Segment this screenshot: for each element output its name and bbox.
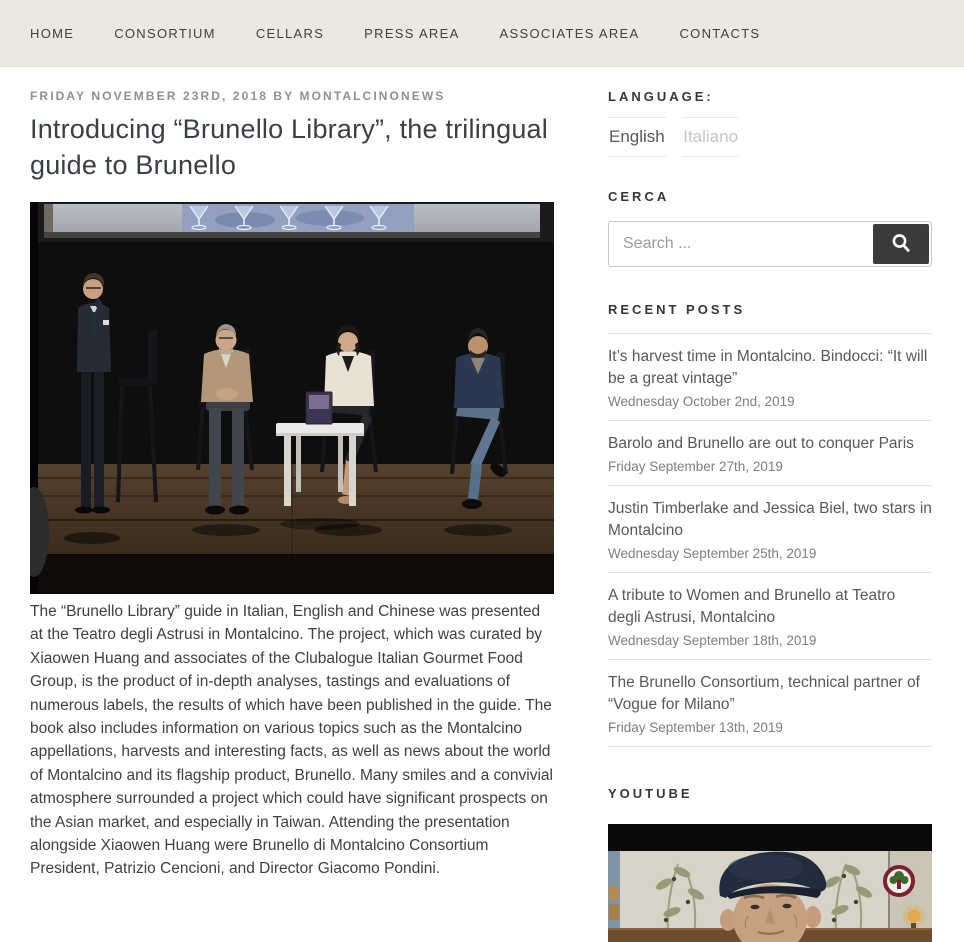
- search-button[interactable]: [873, 224, 929, 264]
- post-body: The “Brunello Library” guide in Italian, English and Chinese was presented at the Teatro degli Astrusi in Montalcino. The project, which was curated by Xiaowen Huang and associates of the Clubalogue Italian Gourmet Food Group, is the product of in-depth analyses, tastings and evaluations of numerous labels, the results of which have been published in the guide. The book also includes information on various topics such as the Montalcino appellations, harvests and interesting facts, as well as news about the world of Montalcino and its flagship product, Brunello. Many smiles and a convivial atmosphere surrounded a project which could have significant prospects on the Asian market, and especially in Taiwan. Attending the presentation alongside Xiaowen Huang were Brunello di Montalcino Consortium President, Patrizio Cencioni, and Director Giacomo Pondini.: [30, 603, 553, 878]
- recent-post-link[interactable]: It’s harvest time in Montalcino. Bindocci: “It will be a great vintage”: [608, 348, 928, 387]
- youtube-widget: [608, 786, 932, 942]
- language-option-italiano[interactable]: Italiano: [682, 117, 739, 157]
- consortium-logo-badge: [885, 867, 913, 895]
- recent-post-date: Friday September 13th, 2019: [608, 720, 783, 735]
- recent-post-item: [608, 660, 932, 747]
- nav-item-home[interactable]: HOME: [30, 25, 75, 41]
- language-heading: LANGUAGE:: [608, 89, 714, 104]
- recent-post-link[interactable]: A tribute to Women and Brunello at Teatro degli Astrusi, Montalcino: [608, 587, 896, 626]
- youtube-video-thumbnail[interactable]: [608, 824, 932, 942]
- recent-post-item: [608, 573, 932, 660]
- nav-item-contacts[interactable]: CONTACTS: [679, 25, 761, 41]
- recent-post-link[interactable]: The Brunello Consortium, technical partner of “Vogue for Milano”: [608, 674, 920, 713]
- language-widget: [608, 89, 932, 157]
- article-photo: [30, 202, 554, 594]
- recent-post-item: [608, 334, 932, 421]
- search-form: [608, 221, 932, 267]
- recent-post-date: Friday September 27th, 2019: [608, 459, 783, 474]
- language-option-english[interactable]: English: [608, 117, 666, 157]
- recent-post-item: [608, 486, 932, 573]
- recent-post-link[interactable]: Barolo and Brunello are out to conquer Paris: [608, 435, 914, 452]
- recent-post-date: Wednesday September 25th, 2019: [608, 546, 817, 561]
- search-heading: CERCA: [608, 189, 670, 204]
- youtube-heading: YOUTUBE: [608, 786, 693, 801]
- sidebar: [608, 67, 932, 942]
- recent-post-date: Wednesday October 2nd, 2019: [608, 394, 795, 409]
- recent-posts-widget: [608, 302, 932, 747]
- recent-posts-heading: RECENT POSTS: [608, 302, 746, 317]
- top-navigation: [0, 0, 964, 67]
- recent-post-item: [608, 421, 932, 486]
- stage-photo-illustration: [30, 202, 554, 594]
- page-content: [0, 67, 964, 942]
- page-title: Introducing “Brunello Library”, the trilingual guide to Brunello: [30, 114, 548, 180]
- nav-item-consortium[interactable]: CONSORTIUM: [114, 25, 216, 41]
- search-widget: [608, 189, 932, 267]
- nav-item-associates-area[interactable]: ASSOCIATES AREA: [499, 25, 640, 41]
- recent-post-link[interactable]: Justin Timberlake and Jessica Biel, two stars in Montalcino: [608, 500, 932, 539]
- recent-posts-list: [608, 334, 932, 747]
- recent-post-date: Wednesday September 18th, 2019: [608, 633, 817, 648]
- nav-item-cellars[interactable]: CELLARS: [255, 25, 325, 41]
- video-still-illustration: [608, 824, 932, 942]
- language-switcher: [608, 117, 932, 157]
- article: [30, 67, 554, 881]
- nav-item-press-area[interactable]: PRESS AREA: [364, 25, 460, 41]
- post-meta: FRIDAY NOVEMBER 23RD, 2018 BY MONTALCINONEWS: [30, 89, 446, 103]
- search-icon: [890, 232, 912, 257]
